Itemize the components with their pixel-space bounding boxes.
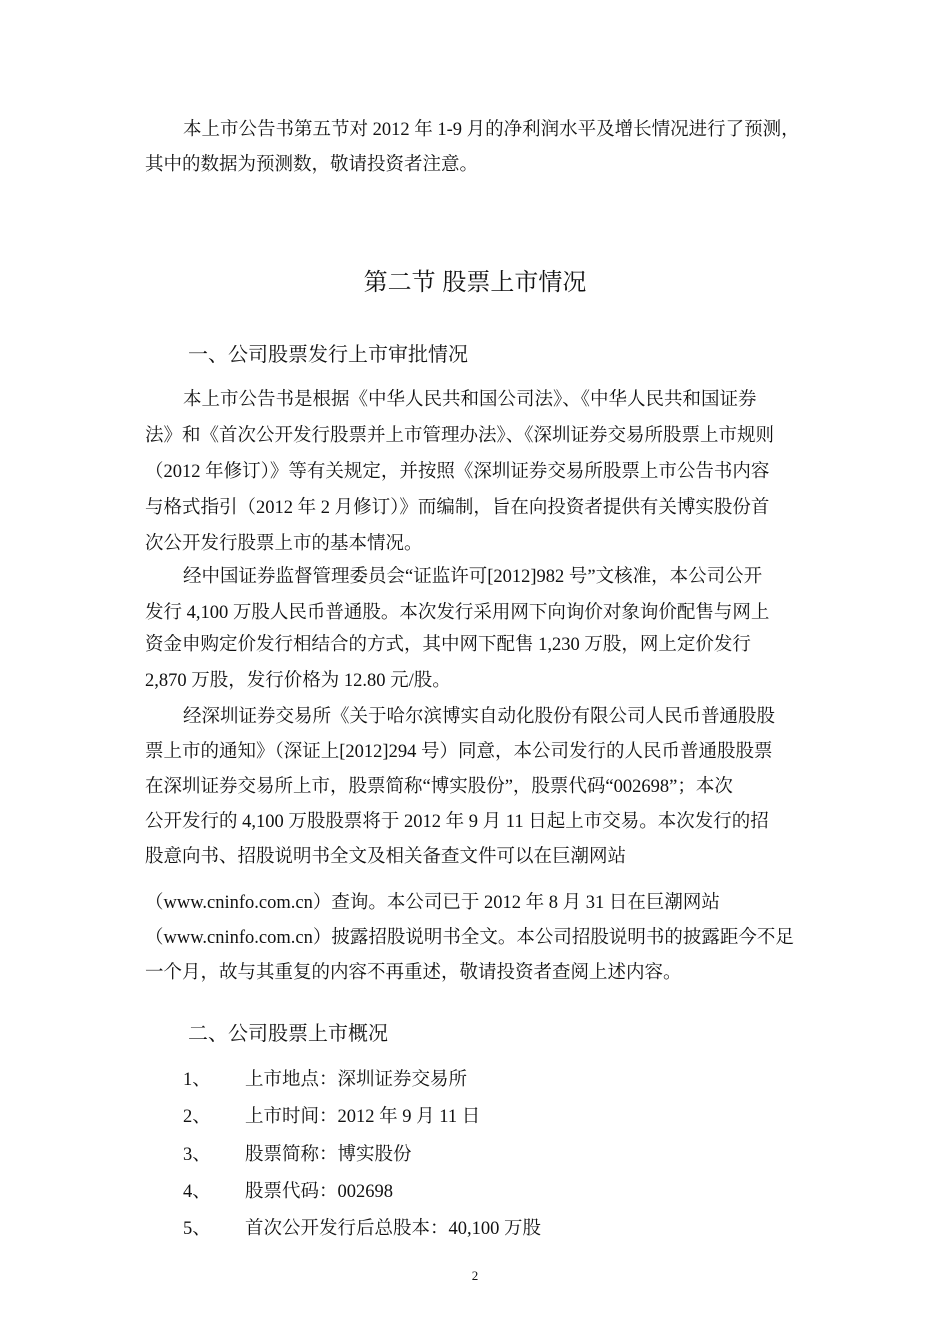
paragraph-line: 公开发行的 4,100 万股股票将于 2012 年 9 月 11 日起上市交易。本次发行的招 xyxy=(145,812,769,832)
paragraph-line: 发行 4,100 万股人民币普通股。本次发行采用网下向询价对象询价配售与网上 xyxy=(145,603,770,623)
subsection-heading-approval: 一、公司股票发行上市审批情况 xyxy=(188,344,468,366)
list-text: 上市时间：2012 年 9 月 11 日 xyxy=(245,1107,481,1127)
list-number: 2、 xyxy=(183,1107,211,1127)
paragraph-line: 法》和《首次公开发行股票并上市管理办法》、《深圳证券交易所股票上市规则 xyxy=(145,426,775,446)
paragraph-line: 次公开发行股票上市的基本情况。 xyxy=(145,534,423,554)
list-item xyxy=(183,1068,467,1092)
list-number: 1、 xyxy=(183,1070,211,1090)
paragraph-line: 经深圳证券交易所《关于哈尔滨博实自动化股份有限公司人民币普通股股 xyxy=(183,707,776,727)
paragraph-line: 股意向书、招股说明书全文及相关备查文件可以在巨潮网站 xyxy=(145,847,627,867)
list-number: 4、 xyxy=(183,1182,211,1202)
list-item xyxy=(183,1143,412,1167)
paragraph-line: 经中国证券监督管理委员会“证监许可[2012]982 号”文核准，本公司公开 xyxy=(183,567,763,587)
list-text: 股票简称：博实股份 xyxy=(245,1145,412,1165)
paragraph-line: 一个月，故与其重复的内容不再重述，敬请投资者查阅上述内容。 xyxy=(145,963,682,983)
intro-line: 本上市公告书第五节对 2012 年 1-9 月的净利润水平及增长情况进行了预测， xyxy=(183,120,800,140)
list-item xyxy=(183,1217,541,1241)
paragraph-line: 在深圳证券交易所上市，股票简称“博实股份”，股票代码“002698”；本次 xyxy=(145,777,733,797)
paragraph-line: 本上市公告书是根据《中华人民共和国公司法》、《中华人民共和国证券 xyxy=(183,390,757,410)
paragraph-line: （2012 年修订）》等有关规定，并按照《深圳证券交易所股票上市公告书内容 xyxy=(145,462,770,482)
list-number: 5、 xyxy=(183,1219,211,1239)
list-number: 3、 xyxy=(183,1145,211,1165)
page-number: 2 xyxy=(471,1268,479,1283)
paragraph-line: 2,870 万股，发行价格为 12.80 元/股。 xyxy=(145,671,451,691)
intro-line: 其中的数据为预测数，敬请投资者注意。 xyxy=(145,155,479,175)
subsection-heading-overview: 二、公司股票上市概况 xyxy=(188,1023,388,1045)
paragraph-line: 票上市的通知》（深证上[2012]294 号）同意，本公司发行的人民币普通股股票 xyxy=(145,742,773,762)
list-text: 首次公开发行后总股本：40,100 万股 xyxy=(245,1219,542,1239)
paragraph-line: （www.cninfo.com.cn）查询。本公司已于 2012 年 8 月 31 日在巨潮网站 xyxy=(145,893,720,913)
list-item xyxy=(183,1180,393,1204)
paragraph-line: （www.cninfo.com.cn）披露招股说明书全文。本公司招股说明书的披露距今不足 xyxy=(145,928,794,948)
list-text: 上市地点：深圳证券交易所 xyxy=(245,1070,468,1090)
paragraph-line: 与格式指引（2012 年 2 月修订）》而编制，旨在向投资者提供有关博实股份首 xyxy=(145,498,770,518)
paragraph-line: 资金申购定价发行相结合的方式，其中网下配售 1,230 万股，网上定价发行 xyxy=(145,635,751,655)
section-title: 第二节 股票上市情况 xyxy=(363,269,587,296)
list-item xyxy=(183,1105,480,1129)
list-text: 股票代码：002698 xyxy=(245,1182,394,1202)
